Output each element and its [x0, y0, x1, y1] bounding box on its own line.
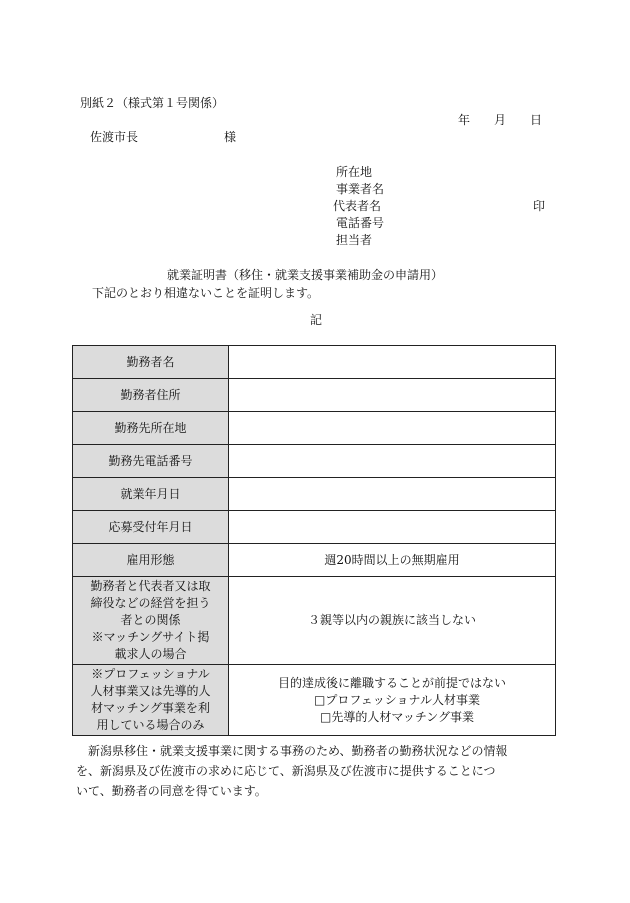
- professional-value: [229, 665, 556, 736]
- row-value: [229, 511, 556, 544]
- ki-mark: 記: [310, 313, 323, 327]
- row-label: 応募受付年月日: [73, 511, 229, 544]
- table-row: [73, 346, 556, 379]
- professional-label-line: 材マッチング事業を利: [91, 701, 210, 715]
- professional-option-checkbox[interactable]: □プロフェッショナル人材事業: [314, 692, 480, 707]
- row-value: [229, 412, 556, 445]
- consent-line: 新潟県移住・就業支援事業に関する事務のため、勤務者の勤務状況などの情報: [76, 744, 508, 758]
- consent-line: いて、勤務者の同意を得ています。: [76, 784, 267, 798]
- table-row: [73, 445, 556, 478]
- professional-label: [73, 665, 229, 736]
- row-value: 週20時間以上の無期雇用: [229, 544, 556, 577]
- table-row-professional: [73, 665, 556, 736]
- addressee: 佐渡市長: [90, 130, 139, 144]
- table-row-relation: [73, 577, 556, 665]
- table-row: [73, 379, 556, 412]
- table-row: [73, 478, 556, 511]
- leading-matching-option-checkbox[interactable]: □先導的人材マッチング事業: [319, 709, 475, 724]
- relation-label: [73, 577, 229, 665]
- contact-label: 担当者: [336, 233, 373, 247]
- professional-label-line: 人材事業又は先導的人: [90, 684, 211, 698]
- relation-label-line: 勤務者と代表者又は取: [90, 579, 211, 593]
- row-label: 就業年月日: [73, 478, 229, 511]
- row-value: [229, 346, 556, 379]
- table-row: [73, 511, 556, 544]
- seal-mark: 印: [533, 199, 546, 213]
- professional-label-line: 用している場合のみ: [96, 718, 205, 732]
- document-title: 就業証明書（移住・就業支援事業補助金の申請用）: [167, 268, 444, 282]
- phone-label: 電話番号: [336, 216, 385, 230]
- table-row: [73, 544, 556, 577]
- relation-label-line: ※マッチングサイト掲: [91, 630, 210, 644]
- form-number: 別紙２（様式第１号関係）: [80, 96, 225, 110]
- row-value: [229, 445, 556, 478]
- row-value: [229, 379, 556, 412]
- intro-text: 下記のとおり相違ないことを証明します。: [92, 286, 320, 300]
- date-line: 年 月 日: [458, 113, 543, 127]
- honorific: 様: [224, 130, 237, 144]
- relation-label-line: 載求人の場合: [114, 647, 187, 661]
- row-label: 勤務者名: [73, 346, 229, 379]
- row-label: 雇用形態: [73, 544, 229, 577]
- certificate-table: [72, 345, 556, 736]
- row-label: 勤務先所在地: [73, 412, 229, 445]
- table-row: [73, 412, 556, 445]
- row-label: 勤務先電話番号: [73, 445, 229, 478]
- relation-label-line: 者との関係: [120, 613, 181, 627]
- address-label: 所在地: [336, 165, 373, 179]
- professional-condition: 目的達成後に離職することが前提ではない: [277, 675, 506, 690]
- relation-label-line: 締役などの経営を担う: [90, 596, 211, 610]
- professional-label-line: ※プロフェッショナル: [91, 667, 210, 681]
- relation-value: ３親等以内の親族に該当しない: [229, 577, 556, 665]
- representative-label: 代表者名: [333, 199, 382, 213]
- row-value: [229, 478, 556, 511]
- row-label: 勤務者住所: [73, 379, 229, 412]
- consent-note: [76, 741, 556, 801]
- business-name-label: 事業者名: [336, 182, 385, 196]
- consent-line: を、新潟県及び佐渡市の求めに応じて、新潟県及び佐渡市に提供することにつ: [76, 764, 496, 778]
